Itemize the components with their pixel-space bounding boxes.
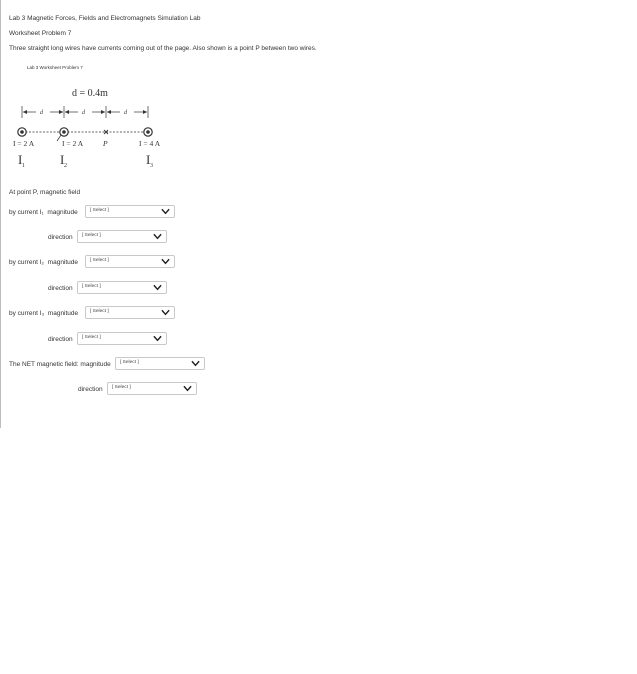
current-1-direction-label: direction <box>48 234 73 241</box>
net-magnitude-select[interactable]: [ Select ] <box>115 357 205 370</box>
net-direction-label: direction <box>78 386 103 393</box>
question-intro: At point P, magnetic field <box>9 189 81 196</box>
wires-diagram <box>10 62 190 174</box>
wire-1-current-label: I = 2 A <box>13 139 35 148</box>
page-subtitle: Worksheet Problem 7 <box>9 30 72 37</box>
chevron-down-icon <box>161 309 170 316</box>
wire-2-dot-icon <box>60 128 68 136</box>
content-left-border <box>0 0 1 428</box>
chevron-down-icon <box>153 233 162 240</box>
chevron-down-icon <box>161 208 170 215</box>
svg-text:d: d <box>40 110 43 116</box>
svg-text:1: 1 <box>22 163 25 169</box>
distance-label: d = 0.4m <box>72 88 108 99</box>
wire-3-current-label: I = 4 A <box>139 139 161 148</box>
svg-text:2: 2 <box>64 163 67 169</box>
current-3-direction-select[interactable]: [ Select ] <box>77 332 167 345</box>
chevron-down-icon <box>153 284 162 291</box>
problem-figure <box>10 62 190 174</box>
current-2-label: by current I₂ magnitude <box>9 259 79 266</box>
point-p-label: P <box>103 139 108 148</box>
page-title: Lab 3 Magnetic Forces, Fields and Electromagnets Simulation Lab <box>9 15 201 22</box>
wire-2-name: I <box>60 152 65 167</box>
current-3-label: by current I₃ magnitude <box>9 310 79 317</box>
chevron-down-icon <box>191 360 200 367</box>
net-field-label: The NET magnetic field: magnitude <box>9 361 111 368</box>
current-1-magnitude-select[interactable]: [ Select ] <box>85 205 175 218</box>
current-2-direction-select[interactable]: [ Select ] <box>77 281 167 294</box>
wire-1-dot-icon <box>18 128 26 136</box>
svg-text:3: 3 <box>150 163 153 169</box>
figure-caption: Lab 3 Worksheet Problem 7 <box>27 65 83 70</box>
current-1-label: by current I₁ magnitude <box>9 209 78 216</box>
wire-3-dot-icon <box>144 128 152 136</box>
chevron-down-icon <box>161 258 170 265</box>
current-2-magnitude-select[interactable]: [ Select ] <box>85 255 175 268</box>
wire-3-name: I <box>146 152 151 167</box>
problem-description: Three straight long wires have currents coming out of the page. Also shown is a point P between two wires. <box>9 45 317 52</box>
current-3-magnitude-select[interactable]: [ Select ] <box>85 306 175 319</box>
wire-2-current-label: I = 2 A <box>62 139 84 148</box>
current-1-direction-select[interactable]: [ Select ] <box>77 230 167 243</box>
chevron-down-icon <box>183 385 192 392</box>
chevron-down-icon <box>153 335 162 342</box>
wire-1-name: I <box>18 152 23 167</box>
net-direction-select[interactable]: [ Select ] <box>107 382 197 395</box>
current-2-direction-label: direction <box>48 285 73 292</box>
current-3-direction-label: direction <box>48 336 73 343</box>
svg-text:d: d <box>124 110 127 116</box>
svg-text:d: d <box>82 110 85 116</box>
